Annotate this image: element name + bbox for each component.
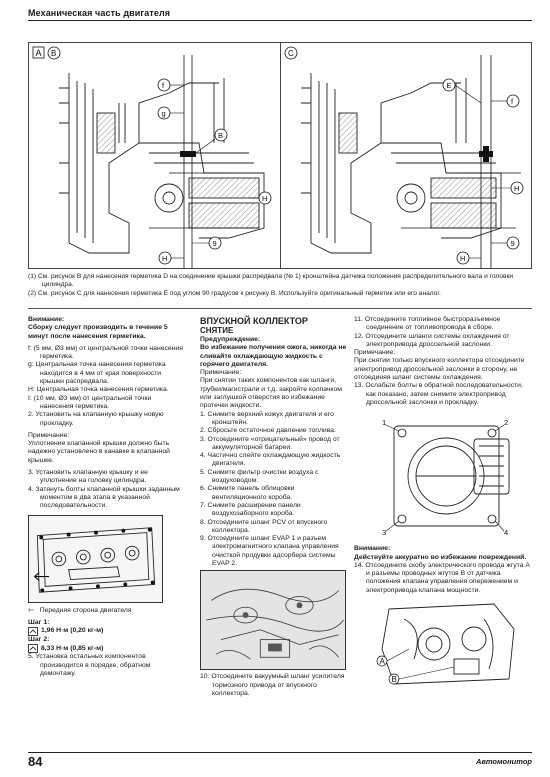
torque-value: 1,96 Н·м (0,20 кг-м)	[41, 627, 104, 635]
list-item: 2. Установить на клапанную крышку новую прокладку.	[28, 411, 164, 427]
list-item: 4. Частично слейте охлаждающую жидкость двигателя.	[200, 452, 341, 468]
list-item: 1. Снимите верхний кожух двигателя и его кронштейн.	[200, 410, 334, 426]
page-number: 84	[28, 754, 43, 769]
svg-text:4: 4	[504, 528, 509, 538]
list-item: 11. Отсоедините топливное быстроразъемное соединение от топливопровода в сборе.	[354, 316, 501, 332]
label-b: B	[51, 49, 57, 58]
list-item: H: Центральная точка нанесения герметика.	[28, 386, 169, 394]
svg-text:3: 3	[382, 528, 387, 538]
torque-wrench-icon	[28, 644, 38, 653]
svg-text:9: 9	[510, 239, 515, 248]
warning-label: Предупреждение:	[200, 336, 261, 343]
list-item: I: (10 мм, Ø3 мм) от центральной точки нанесения герметика.	[28, 394, 152, 410]
svg-text:H: H	[460, 254, 466, 263]
warning-text: Во избежание получения ожога, никогда не сливайте охлаждающую жидкость с горячего двигателя.	[200, 344, 347, 368]
svg-text:H: H	[514, 184, 520, 193]
engine-section-drawing-left	[29, 43, 279, 268]
caption-text: Передняя сторона двигателя	[39, 606, 132, 614]
svg-text:2: 2	[504, 418, 509, 428]
valve-cover-bolt-diagram	[28, 515, 163, 603]
torque-value: 8,33 Н·м (0,85 кг-м)	[41, 644, 104, 652]
list-item: 3. Отсоедините «отрицательный» провод от аккумуляторной батареи.	[200, 435, 340, 451]
note-text: При снятии таких компонентов как шланги, трубки/магистрали и т.д. закройте колпачком или заглушкой отверстия во избежание протечки жидкости.	[200, 377, 342, 410]
torque-wrench-icon	[28, 627, 38, 636]
warning-label: Внимание:	[354, 545, 391, 553]
list-item: 5. Установка остальных компонентов производится в порядке, обратном демонтажу.	[28, 653, 151, 678]
list-item: 10. Отсоедините вакуумный шланг усилителя тормозного привода от впускного коллектора.	[200, 673, 345, 697]
torque-step-label: Шаг 1:	[28, 618, 50, 626]
list-item: f: (5 мм, Ø3 мм) от центральной точки нанесения герметика.	[28, 344, 183, 361]
divider	[28, 308, 532, 309]
svg-text:B: B	[218, 131, 224, 140]
label-a: A	[35, 48, 42, 58]
column-2	[200, 316, 350, 698]
list-item: 3. Установить клапанную крышку и ее уплотнение на головку цилиндра.	[28, 469, 148, 485]
torque-step-label: Шаг 2:	[28, 636, 50, 644]
list-item: 13. Ослабьте болты в обратной последовательности, как показано, затем снимите электропривод дроссельной заслонки и прокладку.	[354, 382, 523, 406]
svg-text:f: f	[511, 97, 514, 106]
torque-value-row	[28, 644, 186, 653]
svg-text:9: 9	[212, 239, 217, 248]
list-item: 2. Сбросьте остаточное давление топлива.	[200, 427, 336, 435]
figure-notes	[28, 273, 532, 298]
list-item: 8. Отсоедините шланг PCV от впускного коллектора.	[200, 518, 328, 534]
arrow-left-icon: ⇦	[28, 606, 34, 614]
svg-text:g: g	[161, 109, 166, 118]
page-title: Механическая часть двигателя	[28, 8, 171, 18]
list-item: 14. Отсоедините скобу электрического провода жгута A и разъемы проводных жгутов B от датчика положения клапана управления опережением и электропривода клапана мощности.	[354, 561, 530, 594]
list-item: 9. Отсоедините шланг EVAP 1 и разъем электромагнитного клапана управления очисткой продувки адсорбера системы EVAP 2.	[200, 535, 339, 568]
page-header	[28, 8, 532, 21]
svg-text:B: B	[391, 675, 397, 685]
diagram-sealant-c	[281, 43, 531, 268]
svg-text:1: 1	[382, 418, 387, 428]
list-item: 4. Затянуть болты клапанной крышки заданным моментом в два этапа в указанной последовательности.	[28, 485, 180, 510]
publisher-name: Автомонитор	[476, 757, 532, 766]
warning-label: Внимание:	[28, 316, 65, 323]
svg-text:H: H	[162, 254, 168, 263]
figure-note: (1) См. рисунок B для нанесения герметика D на соединение крышки распредвала (№ 1) кронштейна датчика положения распределительного вала и головки цилиндра.	[28, 273, 514, 289]
svg-text:E: E	[446, 81, 452, 90]
list-item: g: Центральная точка нанесения герметика находится в 4 мм от края поверхности крышки распредвала.	[28, 361, 166, 386]
column-3	[354, 316, 534, 687]
list-item: 7. Снимите расширение панели воздухозаборного короба.	[200, 501, 301, 518]
svg-text:f: f	[162, 81, 165, 90]
figure-caption	[28, 607, 186, 615]
svg-text:A: A	[379, 657, 385, 667]
section-title: ВПУСКНОЙ КОЛЛЕКТОР	[200, 316, 308, 326]
engine-section-drawing-right	[281, 43, 531, 268]
list-item: 12. Отсоедините шланги системы охлаждения от электропривода дроссельной заслонки.	[354, 332, 510, 348]
note-text: При снятии только впускного коллектора отсоедините электропривод дроссельной заслонки в сторону, не отсоединяя шланг системы охлаждения.	[354, 357, 525, 382]
list-item: 6. Снимите панель облицовки вентиляционного короба.	[200, 485, 295, 501]
warning-text: Сборку следует производить в течение 5 минут после нанесения герметика.	[28, 324, 168, 340]
engine-bay-photo	[200, 570, 346, 670]
label-c: C	[288, 49, 294, 58]
throttle-body-diagram	[374, 411, 524, 541]
subsection-title: СНЯТИЕ	[200, 326, 234, 335]
torque-value-row	[28, 627, 186, 636]
note-label: Примечание:	[354, 349, 396, 357]
warning-text: Действуйте аккуратно во избежание повреждений.	[354, 553, 527, 561]
svg-text:H: H	[262, 194, 268, 203]
column-1	[28, 316, 186, 678]
footer-divider	[28, 752, 532, 753]
note-label: Примечание:	[200, 369, 242, 377]
harness-connector-diagram	[374, 599, 524, 687]
figure-note: (2) См. рисунок C для нанесения герметика E под углом 90 градусов к рисунку B. Используйте оригинальный герметик или его аналог.	[28, 289, 441, 297]
note-label: Примечание:	[28, 431, 70, 439]
diagram-sealant-b	[29, 43, 279, 268]
list-item: 5. Снимите фильтр очистки воздуха с воздуховодом.	[200, 468, 319, 485]
note-text: Уплотнение клапанной крышки должно быть надежно установлено в канавке в клапанной крышке.	[28, 440, 170, 464]
